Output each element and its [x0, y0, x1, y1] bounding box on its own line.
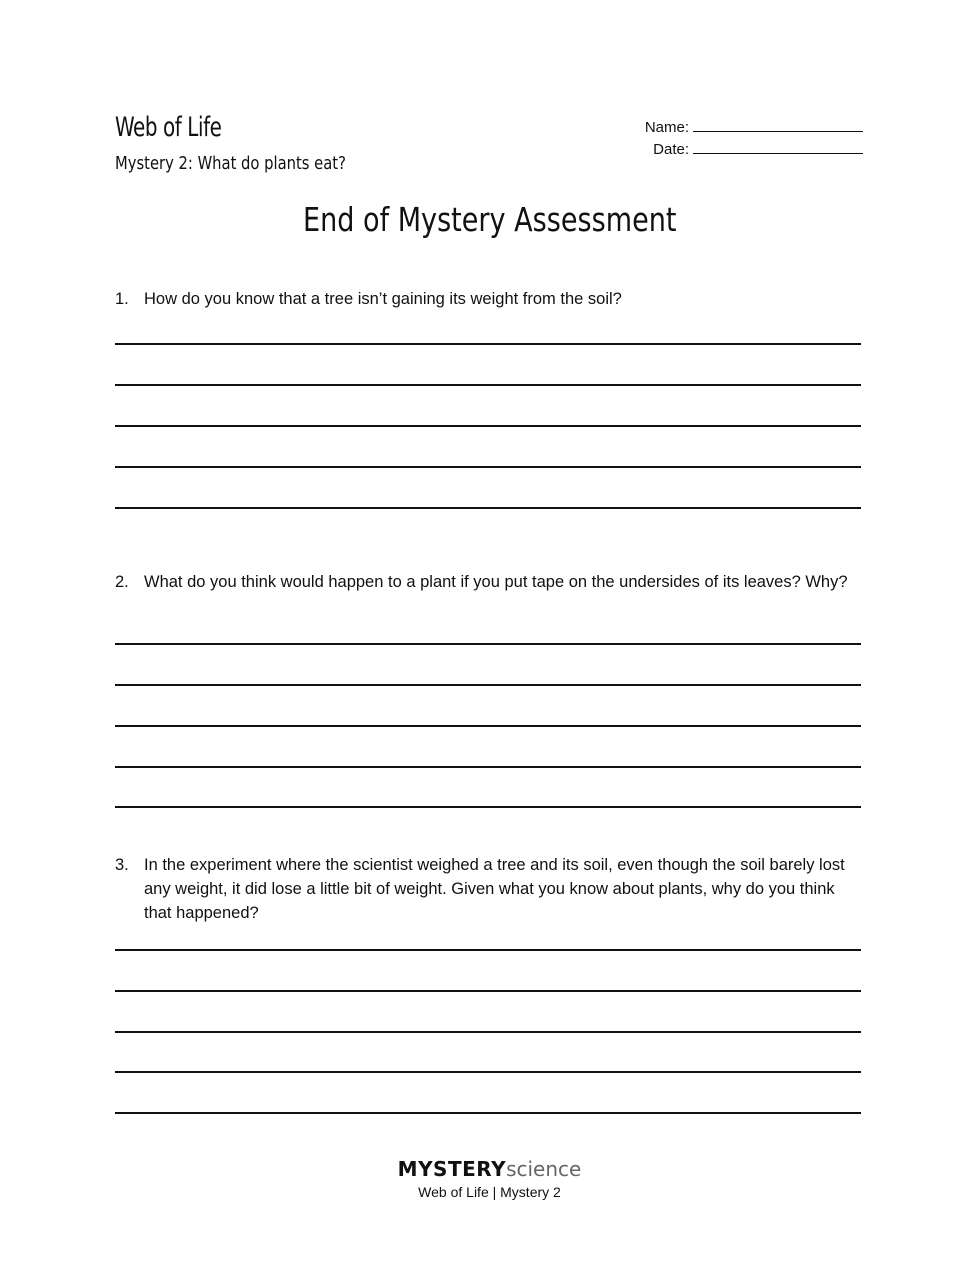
answer-line[interactable] — [115, 384, 861, 386]
date-field[interactable] — [653, 139, 863, 158]
answer-line[interactable] — [115, 343, 861, 345]
answer-line[interactable] — [115, 1112, 861, 1114]
question-3 — [115, 853, 860, 925]
answer-line[interactable] — [115, 990, 861, 992]
question-1 — [115, 287, 860, 311]
logo-brand-light: science — [506, 1157, 582, 1181]
answer-line[interactable] — [115, 507, 861, 509]
answer-line[interactable] — [115, 684, 861, 686]
name-label: Name: — [644, 119, 689, 136]
answer-line[interactable] — [115, 425, 861, 427]
question-text: What do you think would happen to a plant if you put tape on the undersides of its leaves? Why? — [144, 573, 848, 591]
answer-line[interactable] — [115, 766, 861, 768]
mystery-science-logo — [0, 1157, 979, 1182]
question-number: 2. — [115, 573, 129, 591]
name-blank[interactable] — [693, 117, 863, 132]
question-text: In the experiment where the scientist weighed a tree and its soil, even though the soil barely lost any weight, it did lose a little bit of weight. Given what you know about plants, why do you think that happened? — [144, 856, 845, 922]
footer-caption: Web of Life | Mystery 2 — [418, 1184, 561, 1200]
answer-line[interactable] — [115, 949, 861, 951]
question-text: How do you know that a tree isn’t gaining its weight from the soil? — [144, 290, 622, 308]
unit-title: Web of Life — [115, 112, 222, 143]
answer-line[interactable] — [115, 725, 861, 727]
answer-line[interactable] — [115, 806, 861, 808]
date-blank[interactable] — [693, 139, 863, 154]
answer-line[interactable] — [115, 1031, 861, 1033]
page-title-text: End of Mystery Assessment — [302, 200, 677, 239]
name-field[interactable] — [645, 117, 863, 136]
answer-line[interactable] — [115, 1071, 861, 1073]
date-label: Date: — [653, 141, 689, 158]
question-number: 3. — [115, 856, 129, 874]
page-title — [0, 200, 979, 239]
answer-line[interactable] — [115, 643, 861, 645]
answer-line[interactable] — [115, 466, 861, 468]
logo-brand-bold: MYSTERY — [397, 1157, 507, 1181]
question-2 — [115, 570, 860, 594]
question-number: 1. — [115, 290, 129, 308]
mystery-subtitle: Mystery 2: What do plants eat? — [115, 153, 346, 174]
